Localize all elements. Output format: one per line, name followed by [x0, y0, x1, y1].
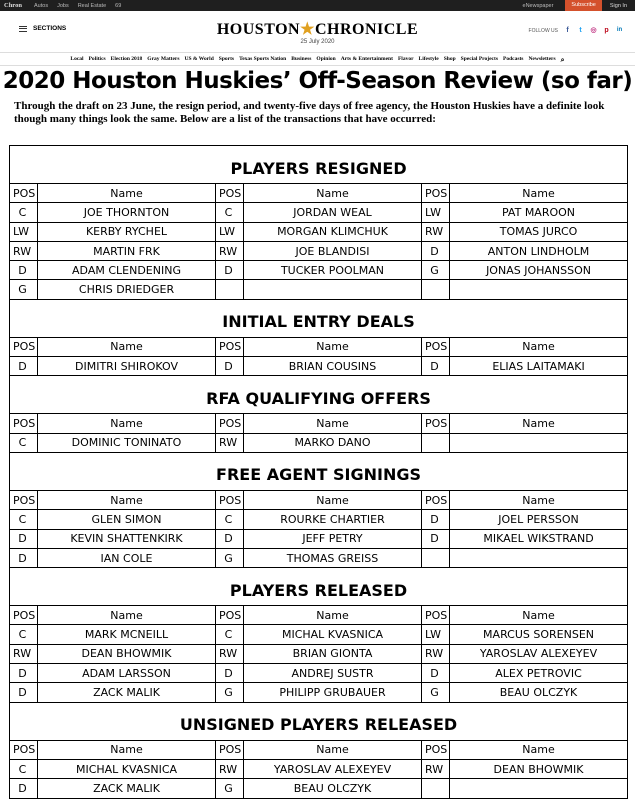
nav-item[interactable]: Election 2018: [110, 56, 143, 62]
masthead: [0, 11, 635, 51]
position-cell: D: [216, 529, 244, 548]
position-cell: D: [216, 261, 244, 280]
twitter-icon[interactable]: t: [579, 27, 582, 34]
position-cell: [422, 548, 450, 567]
section-title: RFA QUALIFYING OFFERS: [10, 376, 628, 414]
section-title: FREE AGENT SIGNINGS: [10, 452, 628, 490]
name-header: Name: [450, 337, 628, 356]
player-name-cell: [244, 280, 422, 299]
nav-item[interactable]: Local: [70, 56, 84, 62]
player-name-cell: DIMITRI SHIROKOV: [38, 357, 216, 376]
player-name-cell: BEAU OLCZYK: [244, 779, 422, 798]
section-header-row: [10, 568, 628, 606]
table-row: [10, 433, 628, 452]
pos-header: POS: [216, 490, 244, 509]
pos-header: POS: [10, 184, 38, 203]
player-name-cell: ANDREJ SUSTR: [244, 664, 422, 683]
name-header: Name: [38, 606, 216, 625]
position-cell: C: [10, 625, 38, 644]
real-estate-link[interactable]: Real Estate: [77, 2, 107, 9]
position-cell: [422, 280, 450, 299]
player-name-cell: DEAN BHOWMIK: [450, 759, 628, 778]
column-header-row: [10, 606, 628, 625]
player-name-cell: [450, 779, 628, 798]
position-cell: RW: [216, 644, 244, 663]
name-header: Name: [244, 337, 422, 356]
player-name-cell: YAROSLAV ALEXEYEV: [244, 759, 422, 778]
section-header-row: [10, 299, 628, 337]
name-header: Name: [38, 337, 216, 356]
section-title: PLAYERS RELEASED: [10, 568, 628, 606]
position-cell: D: [422, 357, 450, 376]
facebook-icon[interactable]: f: [566, 27, 569, 34]
position-cell: C: [10, 759, 38, 778]
table-row: [10, 357, 628, 376]
nav-item[interactable]: Business: [291, 56, 312, 62]
position-cell: RW: [422, 759, 450, 778]
player-name-cell: JONAS JOHANSSON: [450, 261, 628, 280]
position-cell: C: [10, 433, 38, 452]
position-cell: LW: [10, 222, 38, 241]
player-name-cell: THOMAS GREISS: [244, 548, 422, 567]
search-icon[interactable]: ⌕: [560, 56, 565, 64]
table-row: [10, 644, 628, 663]
transactions-table: [9, 145, 628, 799]
name-header: Name: [244, 414, 422, 433]
player-name-cell: [450, 280, 628, 299]
name-header: Name: [450, 414, 628, 433]
linkedin-icon[interactable]: in: [616, 27, 623, 33]
position-cell: G: [216, 683, 244, 702]
autos-link[interactable]: Autos: [34, 2, 49, 9]
masthead-date: 25 July 2020: [300, 39, 335, 45]
nav-item[interactable]: Texas Sports Nation: [239, 56, 287, 62]
position-cell: C: [216, 203, 244, 222]
section-header-row: [10, 452, 628, 490]
nav-item[interactable]: Special Projects: [460, 56, 498, 62]
name-header: Name: [38, 414, 216, 433]
position-cell: D: [216, 357, 244, 376]
position-cell: G: [422, 261, 450, 280]
article-title: 2020 Houston Huskies’ Off-Season Review (so far): [2, 68, 633, 94]
player-name-cell: MARK MCNEILL: [38, 625, 216, 644]
player-name-cell: TOMAS JURCO: [450, 222, 628, 241]
pos-header: POS: [422, 490, 450, 509]
pos-header: POS: [422, 184, 450, 203]
player-name-cell: DEAN BHOWMIK: [38, 644, 216, 663]
player-name-cell: ZACK MALIK: [38, 779, 216, 798]
nav-item[interactable]: Shop: [443, 56, 456, 62]
name-header: Name: [38, 184, 216, 203]
player-name-cell: JORDAN WEAL: [244, 203, 422, 222]
table-row: [10, 759, 628, 778]
logo-text-right: CHRONICLE: [314, 21, 419, 38]
position-cell: D: [216, 664, 244, 683]
pos-header: POS: [10, 490, 38, 509]
position-cell: [422, 779, 450, 798]
table-row: [10, 241, 628, 260]
table-row: [10, 203, 628, 222]
pos-header: POS: [422, 606, 450, 625]
nav-item[interactable]: Gray Matters: [147, 56, 180, 62]
name-header: Name: [38, 740, 216, 759]
nav-item[interactable]: Podcasts: [502, 56, 524, 62]
position-cell: G: [216, 548, 244, 567]
nav-item[interactable]: Politics: [88, 56, 106, 62]
player-name-cell: MICHAL KVASNICA: [38, 759, 216, 778]
nav-item[interactable]: Lifestyle: [418, 56, 439, 62]
position-cell: D: [10, 548, 38, 567]
section-title: INITIAL ENTRY DEALS: [10, 299, 628, 337]
player-name-cell: GLEN SIMON: [38, 510, 216, 529]
player-name-cell: ADAM LARSSON: [38, 664, 216, 683]
name-header: Name: [244, 740, 422, 759]
column-header-row: [10, 184, 628, 203]
player-name-cell: MARTIN FRK: [38, 241, 216, 260]
position-cell: LW: [216, 222, 244, 241]
subscribe-button[interactable]: Subscribe: [565, 0, 601, 11]
player-name-cell: MARCUS SORENSEN: [450, 625, 628, 644]
player-name-cell: CHRIS DRIEDGER: [38, 280, 216, 299]
enewspaper-link[interactable]: eNewspaper: [522, 2, 554, 9]
position-cell: LW: [422, 203, 450, 222]
player-name-cell: YAROSLAV ALEXEYEV: [450, 644, 628, 663]
position-cell: RW: [10, 241, 38, 260]
logo-star-icon: ★: [300, 21, 315, 38]
table-row: [10, 664, 628, 683]
position-cell: G: [216, 779, 244, 798]
table-row: [10, 510, 628, 529]
utility-links: [34, 3, 121, 9]
player-name-cell: BRIAN GIONTA: [244, 644, 422, 663]
pos-header: POS: [216, 606, 244, 625]
follow-us-label: FOLLOW US: [528, 27, 558, 34]
nav-item[interactable]: Arts & Entertainment: [340, 56, 393, 62]
nav-item[interactable]: Newsletters: [528, 56, 556, 62]
column-header-row: [10, 414, 628, 433]
pos-header: POS: [216, 740, 244, 759]
player-name-cell: DOMINIC TONINATO: [38, 433, 216, 452]
pos-header: POS: [10, 337, 38, 356]
position-cell: G: [422, 683, 450, 702]
player-name-cell: JOE THORNTON: [38, 203, 216, 222]
table-row: [10, 683, 628, 702]
jobs-link[interactable]: Jobs: [57, 2, 69, 9]
account-links: [523, 0, 635, 11]
position-cell: D: [422, 529, 450, 548]
pos-header: POS: [422, 740, 450, 759]
column-header-row: [10, 740, 628, 759]
column-header-row: [10, 490, 628, 509]
chron-brand-link[interactable]: Chron: [4, 2, 22, 9]
section-nav: [0, 52, 635, 66]
position-cell: G: [10, 280, 38, 299]
position-cell: [216, 280, 244, 299]
follow-us: [529, 27, 623, 34]
player-name-cell: PHILIPP GRUBAUER: [244, 683, 422, 702]
player-name-cell: ADAM CLENDENING: [38, 261, 216, 280]
position-cell: D: [422, 241, 450, 260]
position-cell: C: [10, 203, 38, 222]
section-header-row: [10, 702, 628, 740]
name-header: Name: [450, 184, 628, 203]
player-name-cell: IAN COLE: [38, 548, 216, 567]
position-cell: RW: [422, 644, 450, 663]
player-name-cell: ROURKE CHARTIER: [244, 510, 422, 529]
player-name-cell: ALEX PETROVIC: [450, 664, 628, 683]
pos-header: POS: [10, 740, 38, 759]
table-row: [10, 625, 628, 644]
table-row: [10, 261, 628, 280]
player-name-cell: JOEL PERSSON: [450, 510, 628, 529]
pos-header: POS: [10, 414, 38, 433]
top-utility-bar: [0, 0, 635, 11]
player-name-cell: BRIAN COUSINS: [244, 357, 422, 376]
player-name-cell: TUCKER POOLMAN: [244, 261, 422, 280]
pos-header: POS: [216, 337, 244, 356]
position-cell: RW: [216, 241, 244, 260]
name-header: Name: [244, 606, 422, 625]
sign-in-link[interactable]: Sign In: [609, 2, 627, 9]
player-name-cell: MICHAL KVASNICA: [244, 625, 422, 644]
player-name-cell: KEVIN SHATTENKIRK: [38, 529, 216, 548]
position-cell: D: [10, 664, 38, 683]
pinterest-icon[interactable]: p: [604, 27, 609, 34]
position-cell: D: [10, 529, 38, 548]
player-name-cell: ANTON LINDHOLM: [450, 241, 628, 260]
table-row: [10, 548, 628, 567]
pos-header: POS: [216, 414, 244, 433]
position-cell: D: [10, 261, 38, 280]
player-name-cell: BEAU OLCZYK: [450, 683, 628, 702]
table-row: [10, 529, 628, 548]
nav-item[interactable]: US & World: [184, 56, 214, 62]
sections-label: SECTIONS: [33, 25, 67, 32]
article-intro: Through the draft on 23 June, the resign period, and twenty-five days of free agency, the Houston Huskies have a definite look though many things look the same. Below are a list of the transactions that have occurred:: [14, 100, 605, 125]
section-title: UNSIGNED PLAYERS RELEASED: [10, 702, 628, 740]
name-header: Name: [244, 184, 422, 203]
position-cell: D: [10, 683, 38, 702]
pos-header: POS: [216, 184, 244, 203]
name-header: Name: [244, 490, 422, 509]
table-row: [10, 779, 628, 798]
player-name-cell: JOE BLANDISI: [244, 241, 422, 260]
player-name-cell: MORGAN KLIMCHUK: [244, 222, 422, 241]
player-name-cell: KERBY RYCHEL: [38, 222, 216, 241]
weather-link[interactable]: 69: [115, 2, 122, 9]
player-name-cell: MIKAEL WIKSTRAND: [450, 529, 628, 548]
nav-item[interactable]: Opinion: [316, 56, 336, 62]
player-name-cell: MARKO DANO: [244, 433, 422, 452]
name-header: Name: [450, 606, 628, 625]
section-header-row: [10, 376, 628, 414]
player-name-cell: JEFF PETRY: [244, 529, 422, 548]
nav-item[interactable]: Sports: [218, 56, 235, 62]
pos-header: POS: [422, 414, 450, 433]
position-cell: D: [10, 357, 38, 376]
instagram-icon[interactable]: ◎: [590, 27, 597, 34]
section-nav-links: [0, 56, 635, 65]
position-cell: RW: [216, 759, 244, 778]
pos-header: POS: [422, 337, 450, 356]
table-row: [10, 280, 628, 299]
position-cell: C: [10, 510, 38, 529]
player-name-cell: ZACK MALIK: [38, 683, 216, 702]
section-title: PLAYERS RESIGNED: [10, 146, 628, 184]
position-cell: [422, 433, 450, 452]
pos-header: POS: [10, 606, 38, 625]
column-header-row: [10, 337, 628, 356]
position-cell: C: [216, 625, 244, 644]
name-header: Name: [450, 490, 628, 509]
name-header: Name: [450, 740, 628, 759]
name-header: Name: [38, 490, 216, 509]
position-cell: RW: [10, 644, 38, 663]
position-cell: LW: [422, 625, 450, 644]
nav-item[interactable]: Flavor: [397, 56, 414, 62]
position-cell: RW: [422, 222, 450, 241]
position-cell: D: [422, 664, 450, 683]
player-name-cell: [450, 548, 628, 567]
player-name-cell: [450, 433, 628, 452]
position-cell: C: [216, 510, 244, 529]
player-name-cell: PAT MAROON: [450, 203, 628, 222]
position-cell: RW: [216, 433, 244, 452]
table-row: [10, 222, 628, 241]
logo-text-left: HOUSTON: [216, 21, 301, 38]
player-name-cell: ELIAS LAITAMAKI: [450, 357, 628, 376]
position-cell: D: [422, 510, 450, 529]
position-cell: D: [10, 779, 38, 798]
section-header-row: [10, 146, 628, 184]
